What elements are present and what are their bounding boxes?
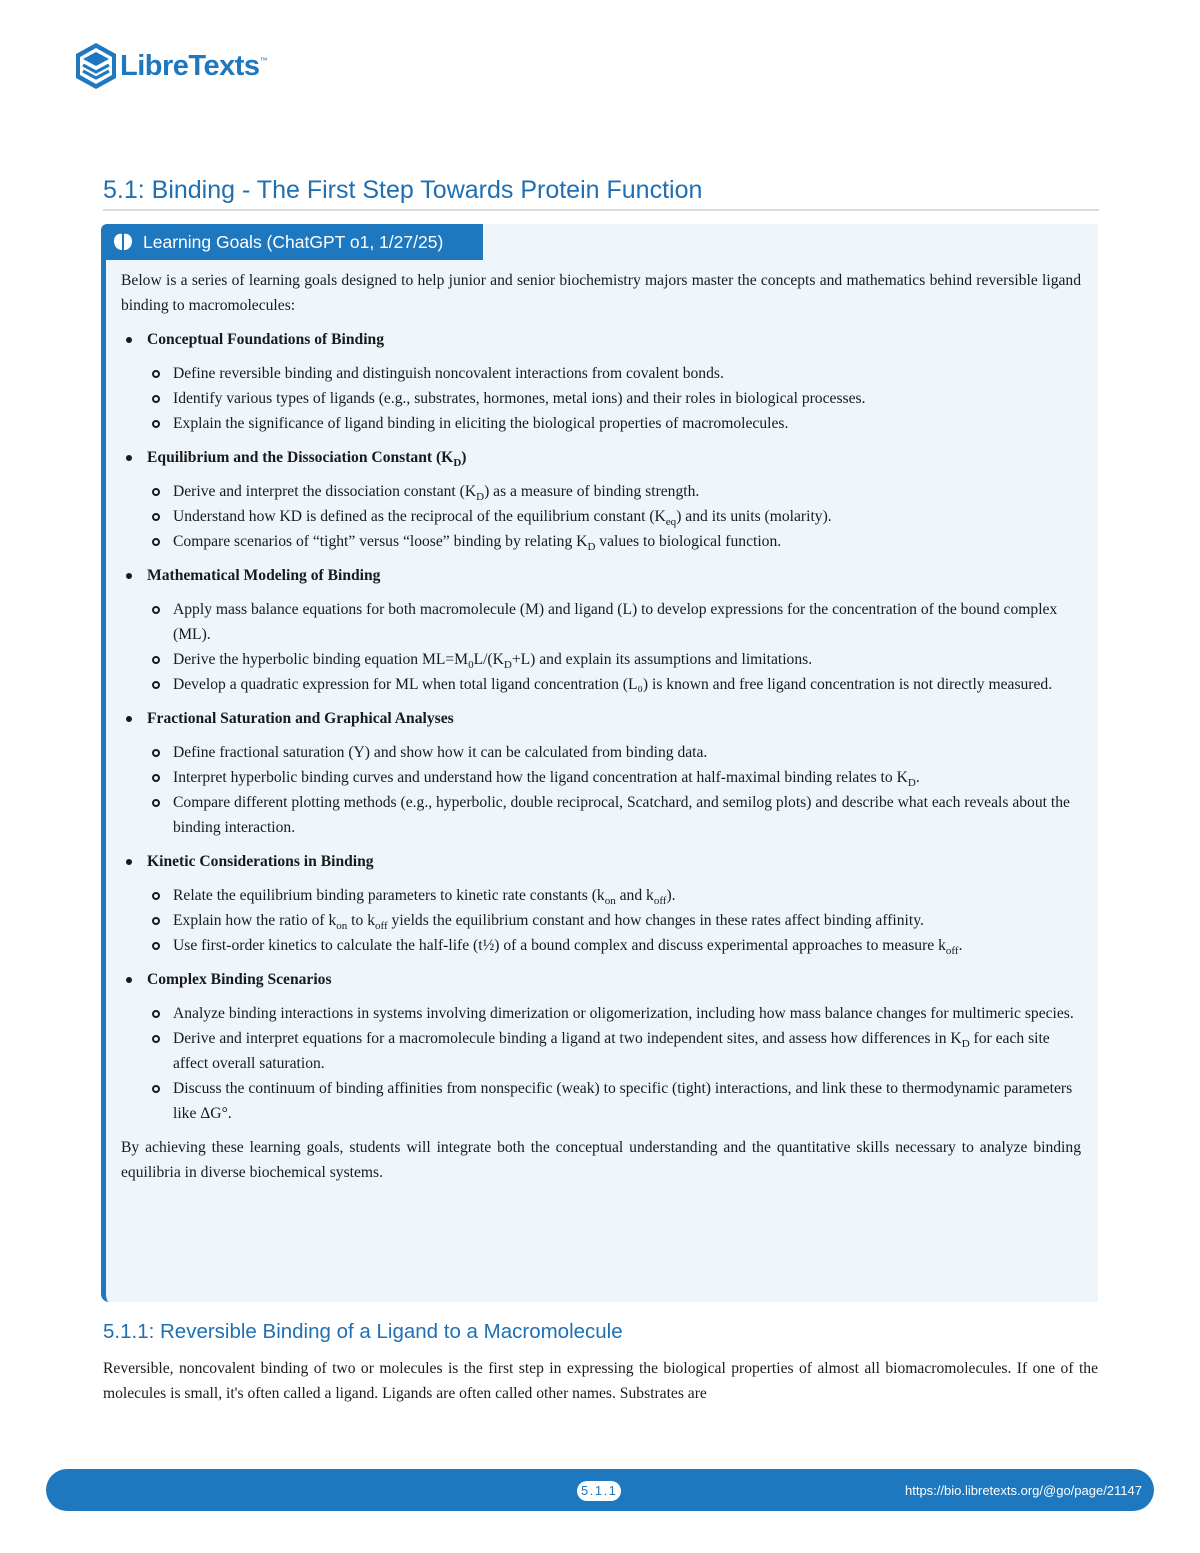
libretexts-logo-icon [74,41,118,91]
goal-item: Discuss the continuum of binding affinities from nonspecific (weak) to specific (tight) interactions, and link these to thermodynamic parameters like ΔG°. [173,1076,1081,1126]
goal-item: Use first-order kinetics to calculate the half-life (t½) of a bound complex and discuss experimental approaches to measure $k_{off}$. [173,933,1081,958]
goal-items [121,361,1081,436]
goal-item: Derive the hyperbolic binding equation $ML=M_0L/(K_D+L)$ and explain its assumptions and limitations. [173,647,1081,672]
goal-items [121,740,1081,840]
goal-group [121,967,1081,1126]
goal-item: Analyze binding interactions in systems involving dimerization or oligomerization, including how mass balance changes for multimeric species. [173,1001,1081,1026]
goal-group [121,849,1081,958]
page-title: 5.1: Binding - The First Step Towards Protein Function [103,176,1099,211]
goal-item: Apply mass balance equations for both macromolecule (M) and ligand (L) to develop expressions for the concentration of the bound complex (ML). [173,597,1081,647]
goal-title: Complex Binding Scenarios [121,967,1081,992]
goal-item: Compare scenarios of “tight” versus “loose” binding by relating $K_D$ values to biological function. [173,529,1081,554]
logo-wordmark: LibreTexts [120,49,260,82]
goal-item: Relate the equilibrium binding parameters to kinetic rate constants ($k_{on}$ and $k_{off}$). [173,883,1081,908]
footer-url-link[interactable]: https://bio.libretexts.org/@go/page/21147 [905,1483,1142,1498]
goal-item: Define fractional saturation (Y) and show how it can be calculated from binding data. [173,740,1081,765]
goal-group [121,445,1081,554]
goal-items [121,597,1081,697]
libretexts-logo[interactable] [74,40,268,92]
learning-goals-header [101,224,483,260]
goal-item: Interpret hyperbolic binding curves and understand how the ligand concentration at half-maximal binding relates to $K_D$. [173,765,1081,790]
goal-title: Mathematical Modeling of Binding [121,563,1081,588]
goal-item: Explain the significance of ligand binding in eliciting the biological properties of macromolecules. [173,411,1081,436]
goal-item: Develop a quadratic expression for ML when total ligand concentration (L₀) is known and free ligand concentration is not directly measured. [173,672,1081,697]
logo-trademark: ™ [259,56,268,65]
goal-item: Derive and interpret the dissociation constant $(K_D)$ as a measure of binding strength. [173,479,1081,504]
section-body: Reversible, noncovalent binding of two or molecules is the first step in expressing the biological properties of almost all biomacromolecules. If one of the molecules is small, it's often called a ligand. Ligands are often called other names. Substrates are [103,1360,1098,1402]
goal-group [121,327,1081,436]
learning-goals-intro: Below is a series of learning goals designed to help junior and senior biochemistry majors master the concepts and mathematics behind reversible ligand binding to macromolecules: [121,272,1081,314]
goal-item: Understand how KD is defined as the reciprocal of the equilibrium constant $(K_{eq})$ and its units (molarity). [173,504,1081,529]
goal-title: Fractional Saturation and Graphical Analyses [121,706,1081,731]
goal-item: Derive and interpret equations for a macromolecule binding a ligand at two independent sites, and assess how differences in $K_D$ for each site affect overall saturation. [173,1026,1081,1076]
goal-item: Identify various types of ligands (e.g., substrates, hormones, metal ions) and their roles in biological processes. [173,386,1081,411]
goal-title: Conceptual Foundations of Binding [121,327,1081,352]
goal-group [121,706,1081,840]
brain-icon [113,233,133,251]
section-title: 5.1.1: Reversible Binding of a Ligand to a Macromolecule [103,1320,623,1343]
goal-items [121,883,1081,958]
learning-goals-conclusion: By achieving these learning goals, students will integrate both the conceptual understanding and the quantitative skills necessary to analyze binding equilibria in diverse biochemical systems. [121,1139,1081,1181]
goal-item: Define reversible binding and distinguish noncovalent interactions from covalent bonds. [173,361,1081,386]
goal-item: Compare different plotting methods (e.g., hyperbolic, double reciprocal, Scatchard, and semilog plots) and describe what each reveals about the binding interaction. [173,790,1081,840]
learning-goals-title: Learning Goals (ChatGPT o1, 1/27/25) [143,231,444,252]
goal-items [121,1001,1081,1126]
goal-title: Equilibrium and the Dissociation Constant $(K_D)$ [121,445,1081,470]
goal-items [121,479,1081,554]
goal-group [121,563,1081,697]
goal-title: Kinetic Considerations in Binding [121,849,1081,874]
goal-item: Explain how the ratio of $k_{on}$ to $k_{off}$ yields the equilibrium constant and how changes in these rates affect binding affinity. [173,908,1081,933]
page-number-badge: 5.1.1 [577,1481,621,1501]
learning-goals-content [121,268,1081,1185]
